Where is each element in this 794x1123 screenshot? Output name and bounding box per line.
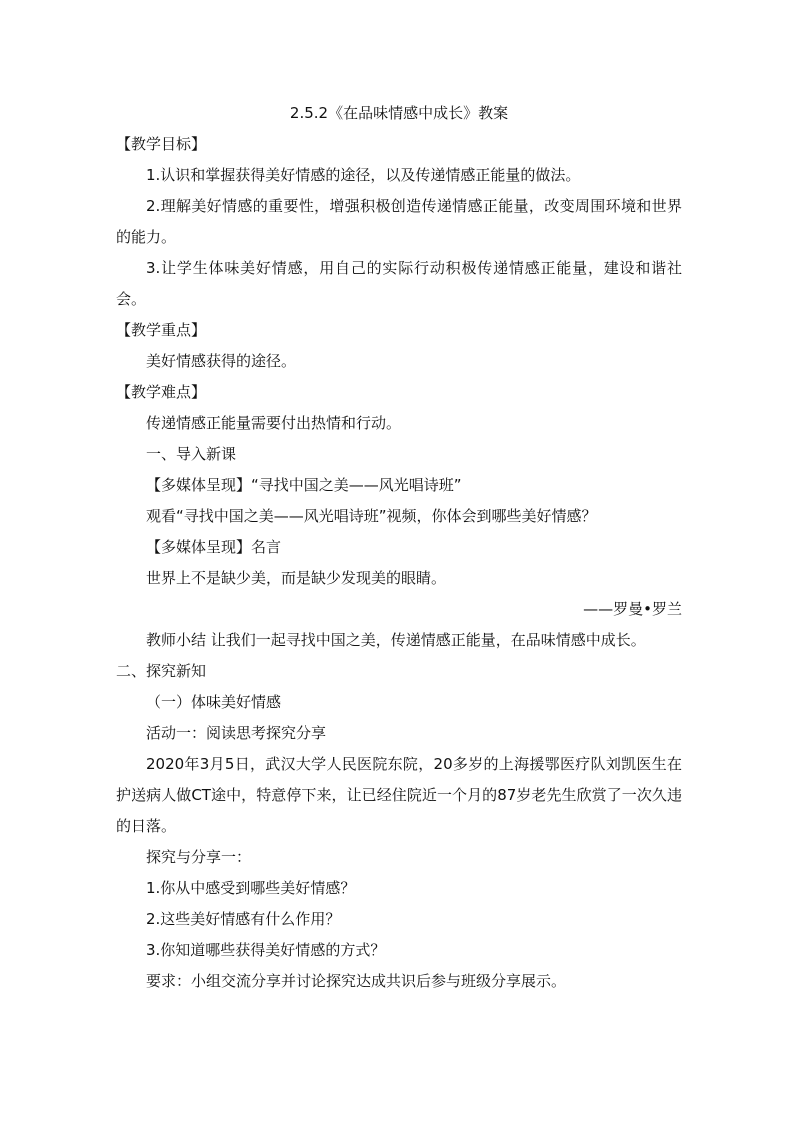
question-2: 2.这些美好情感有什么作用？ [146, 910, 341, 928]
difficulty-text: 传递情感正能量需要付出热情和行动。 [146, 414, 402, 432]
intro-quote: 世界上不是缺少美，而是缺少发现美的眼睛。 [146, 569, 447, 587]
lesson-plan-body [116, 98, 682, 997]
key-points-text: 美好情感获得的途径。 [146, 352, 297, 370]
story-paragraph: 2020年3月5日，武汉大学人民医院东院，20多岁的上海援鄂医疗队刘凯医生在护送病人做CT途中，特意停下来，让已经住院近一个月的87岁老先生欣赏了一次久违的日落。 [116, 755, 682, 835]
question-3: 3.你知道哪些获得美好情感的方式？ [146, 941, 386, 959]
intro-summary: 教师小结 让我们一起寻找中国之美，传递情感正能量，在品味情感中成长。 [146, 631, 646, 649]
intro-watch-text: 观看“寻找中国之美——风光唱诗班”视频，你体会到哪些美好情感？ [146, 507, 597, 525]
intro-heading: 一、导入新课 [146, 445, 237, 463]
requirement-text: 要求：小组交流分享并讨论探究达成共识后参与班级分享展示。 [146, 972, 567, 990]
document-title: 2.5.2《在品味情感中成长》教案 [289, 104, 509, 122]
goal-3: 3.让学生体味美好情感，用自己的实际行动积极传递情感正能量，建设和谐社会。 [116, 259, 682, 308]
difficulty-heading: 【教学难点】 [116, 383, 207, 401]
intro-media-2: 【多媒体呈现】名言 [146, 538, 282, 556]
activity-title: 活动一：阅读思考探究分享 [146, 724, 327, 742]
quote-author: ——罗曼•罗兰 [583, 600, 682, 618]
question-1: 1.你从中感受到哪些美好情感？ [146, 879, 356, 897]
goal-2: 2.理解美好情感的重要性，增强积极创造传递情感正能量，改变周围环境和世界的能力。 [116, 197, 682, 246]
share-heading: 探究与分享一： [146, 848, 252, 866]
explore-subheading: （一）体味美好情感 [146, 693, 282, 711]
explore-heading: 二、探究新知 [116, 662, 207, 680]
intro-media-1: 【多媒体呈现】“寻找中国之美——风光唱诗班” [146, 476, 462, 494]
goal-1: 1.认识和掌握获得美好情感的途径，以及传递情感正能量的做法。 [146, 166, 581, 184]
goals-heading: 【教学目标】 [116, 135, 207, 153]
key-points-heading: 【教学重点】 [116, 321, 207, 339]
